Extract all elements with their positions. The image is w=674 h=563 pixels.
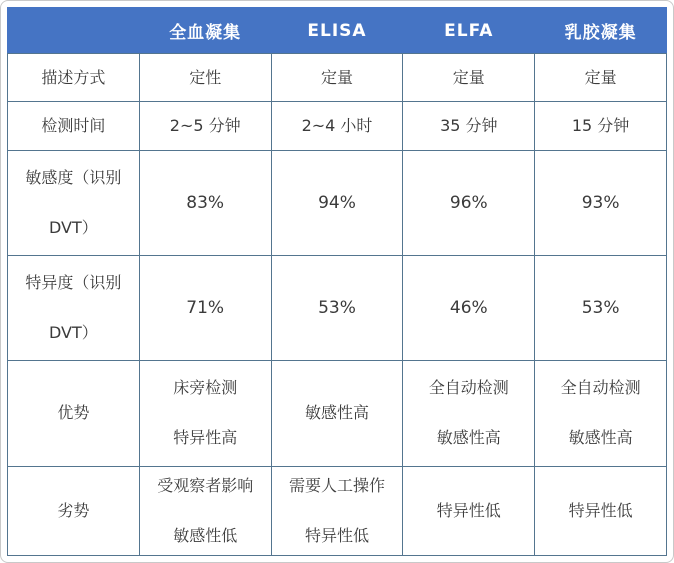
- header-row: [8, 8, 667, 54]
- cell-value: [535, 54, 667, 102]
- cell-value: [403, 102, 535, 150]
- cell-text: 53%: [581, 298, 620, 319]
- row-label-text: 检测时间: [41, 115, 106, 135]
- dimer-method-comparison-table: [7, 7, 667, 556]
- cell-value: [535, 150, 667, 255]
- row-label: [8, 361, 140, 466]
- table-row-sensitivity: [8, 150, 667, 255]
- cell-value: [139, 150, 271, 255]
- cell-value: [271, 466, 403, 555]
- cell-value: [271, 102, 403, 150]
- table-row-disadvantages: [8, 466, 667, 555]
- cell-text: 全自动检测: [560, 378, 641, 398]
- row-label-text: DVT）: [49, 323, 98, 343]
- cell-text: 35 分钟: [440, 115, 498, 135]
- cell-text: 83%: [186, 192, 225, 213]
- header-cell-elisa: ELISA: [271, 8, 403, 54]
- cell-text: 特异性低: [436, 500, 501, 520]
- cell-text: 敏感性高: [436, 428, 501, 448]
- row-label: [8, 102, 140, 150]
- cell-value: [403, 466, 535, 555]
- cell-text: 46%: [449, 298, 488, 319]
- row-label-text: 敏感度（识别: [25, 167, 122, 187]
- row-label: [8, 150, 140, 255]
- header-cell-whole-blood-agglutination: 全血凝集: [139, 8, 271, 54]
- cell-value: [403, 150, 535, 255]
- cell-text: 定性: [189, 67, 222, 87]
- cell-text: 特异性高: [173, 428, 238, 448]
- row-label: [8, 466, 140, 555]
- cell-value: [139, 102, 271, 150]
- table-row-detection-time: [8, 102, 667, 150]
- cell-value: [271, 54, 403, 102]
- row-label-text: 劣势: [57, 500, 90, 520]
- table-row-specificity: [8, 255, 667, 360]
- cell-text: 全自动检测: [428, 378, 509, 398]
- cell-text: 定量: [584, 67, 617, 87]
- cell-value: [535, 102, 667, 150]
- cell-text: 敏感性高: [568, 428, 633, 448]
- cell-text: 53%: [318, 298, 356, 319]
- row-label: [8, 54, 140, 102]
- cell-text: 定量: [320, 67, 353, 87]
- row-label-text: 描述方式: [41, 67, 106, 87]
- row-label-text: 优势: [57, 403, 90, 423]
- cell-text: 96%: [449, 192, 488, 213]
- cell-text: 特异性低: [304, 525, 369, 545]
- cell-text: 2~5 分钟: [169, 115, 241, 135]
- cell-value: [139, 466, 271, 555]
- row-label: [8, 255, 140, 360]
- cell-value: [535, 466, 667, 555]
- row-label-text: DVT）: [49, 217, 98, 237]
- cell-text: 特异性低: [568, 500, 633, 520]
- cell-text: 需要人工操作: [288, 475, 385, 495]
- cell-value: [271, 255, 403, 360]
- cell-text: 受观察者影响: [157, 475, 254, 495]
- cell-text: 敏感性高: [304, 403, 369, 423]
- header-cell-elfa: ELFA: [403, 8, 535, 54]
- cell-text: 15 分钟: [571, 115, 630, 135]
- cell-text: 敏感性低: [173, 525, 238, 545]
- cell-text: 定量: [452, 67, 485, 87]
- table-row-advantages: [8, 361, 667, 466]
- cell-text: 93%: [581, 192, 620, 213]
- header-cell-latex-agglutination: 乳胶凝集: [535, 8, 667, 54]
- cell-value: [403, 361, 535, 466]
- cell-value: [403, 54, 535, 102]
- cell-value: [535, 361, 667, 466]
- cell-value: [271, 361, 403, 466]
- cell-value: [535, 255, 667, 360]
- cell-value: [403, 255, 535, 360]
- header-cell-empty: [8, 8, 140, 54]
- cell-text: 床旁检测: [173, 378, 238, 398]
- cell-value: [139, 255, 271, 360]
- cell-text: 71%: [186, 298, 225, 319]
- cell-value: [139, 54, 271, 102]
- row-label-text: 特异度（识别: [25, 273, 122, 293]
- cell-value: [139, 361, 271, 466]
- cell-value: [271, 150, 403, 255]
- cell-text: 94%: [318, 192, 356, 213]
- table-row-description-mode: [8, 54, 667, 102]
- cell-text: 2~4 小时: [301, 115, 373, 135]
